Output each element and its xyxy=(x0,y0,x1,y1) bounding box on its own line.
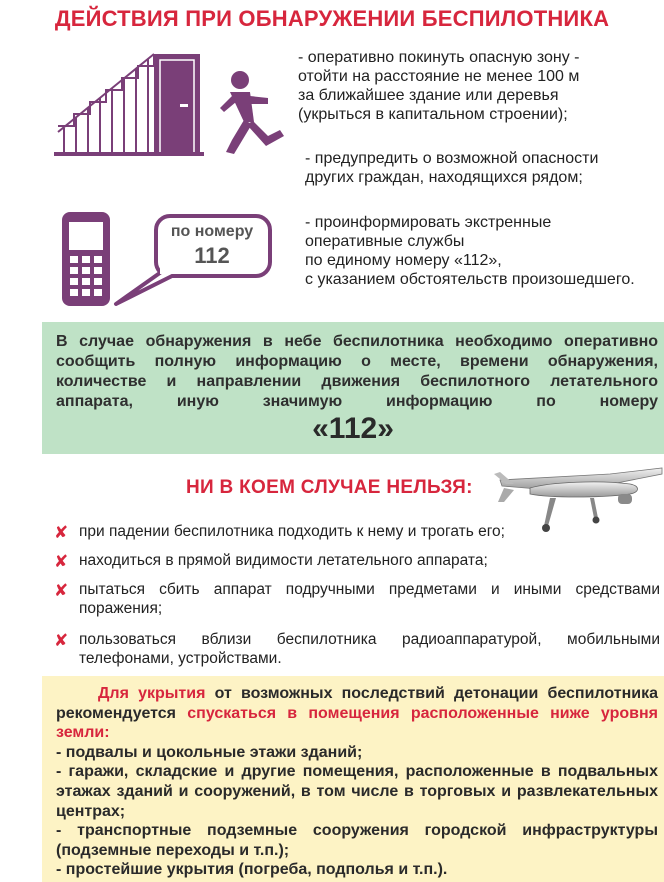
forbidden-item-text: находиться в прямой видимости летательного аппарата; xyxy=(79,552,488,569)
cross-mark-icon: ✘ xyxy=(54,523,69,542)
action-escape-line: за ближайшее здание или деревья xyxy=(298,87,559,104)
forbidden-item xyxy=(54,580,660,618)
shelter-recommendation-highlight: спускаться в помещения расположенные ниже уровня земли: xyxy=(56,704,658,742)
running-person-icon xyxy=(220,71,284,154)
mobile-phone-icon xyxy=(62,212,110,306)
shelter-intro xyxy=(56,684,658,743)
poster-title: ДЕЙСТВИЯ ПРИ ОБНАРУЖЕНИИ БЕСПИЛОТНИКА xyxy=(54,6,610,31)
action-escape-line: - оперативно покинуть опасную зону - xyxy=(298,49,580,66)
forbidden-item xyxy=(54,522,660,541)
action-escape-text xyxy=(298,48,648,124)
action-warn-line: других граждан, находящихся рядом; xyxy=(305,169,583,186)
forbidden-item-text: пытаться сбить аппарат подручными предметами и иными средствами поражения; xyxy=(79,581,660,617)
action-warn-text xyxy=(305,149,645,187)
cross-mark-icon: ✘ xyxy=(54,552,69,571)
stairs-door-runner-illustration xyxy=(54,48,290,158)
shelter-lead-highlight: Для укрытия xyxy=(98,685,206,702)
action-escape-line: отойти на расстояние не менее 100 м xyxy=(298,68,580,85)
shelter-text xyxy=(56,684,658,880)
stairs-icon xyxy=(58,54,154,154)
forbidden-item-text: пользоваться вблизи беспилотника радиоаппаратурой, мобильными телефонами, устройствами. xyxy=(79,631,660,667)
action-inform-line: по единому номеру «112», xyxy=(305,252,502,269)
shelter-item: - подвалы и цокольные этажи зданий; xyxy=(56,743,363,761)
forbidden-item xyxy=(54,630,660,668)
action-warn-line: - предупредить о возможной опасности xyxy=(305,150,599,167)
shelter-item: - гаражи, складские и другие помещения, расположенные в подвальных этажах зданий и сооружений, в том числе в торговых и развлекательных центрах; xyxy=(56,763,658,820)
forbidden-title: НИ В КОЕМ СЛУЧАЕ НЕЛЬЗЯ: xyxy=(186,477,473,498)
report-notice-text: В случае обнаружения в небе беспилотника необходимо оперативно сообщить полную информацию о месте, времени обнаружения, количестве и направлении движения беспилотного летательного аппарата, иную значимую информацию по номеру xyxy=(56,333,658,410)
action-escape-line: (укрыться в капитальном строении); xyxy=(298,106,568,123)
action-inform-line: - проинформировать экстренные xyxy=(305,214,552,231)
action-inform-line: с указанием обстоятельств произошедшего. xyxy=(305,271,635,288)
bubble-label: по номеру xyxy=(170,223,254,240)
shelter-item: - простейшие укрытия (погреба, подполья и т.п.). xyxy=(56,861,448,879)
action-inform-text xyxy=(305,213,660,289)
door-frame xyxy=(154,54,200,154)
shelter-item: - транспортные подземные сооружения городской инфраструктуры (подземные переходы и т.п.); xyxy=(56,822,658,859)
forbidden-item xyxy=(54,551,660,570)
emergency-number: «112» xyxy=(312,412,394,445)
shelter-lead-text: от возможных последствий детонации беспилотника рекомендуется xyxy=(56,685,658,722)
cross-mark-icon: ✘ xyxy=(54,581,69,600)
cross-mark-icon: ✘ xyxy=(54,631,69,650)
bubble-number: 112 xyxy=(194,243,230,268)
action-inform-line: оперативные службы xyxy=(305,233,465,250)
forbidden-item-text: при падении беспилотника подходить к нему и трогать его; xyxy=(79,523,505,540)
